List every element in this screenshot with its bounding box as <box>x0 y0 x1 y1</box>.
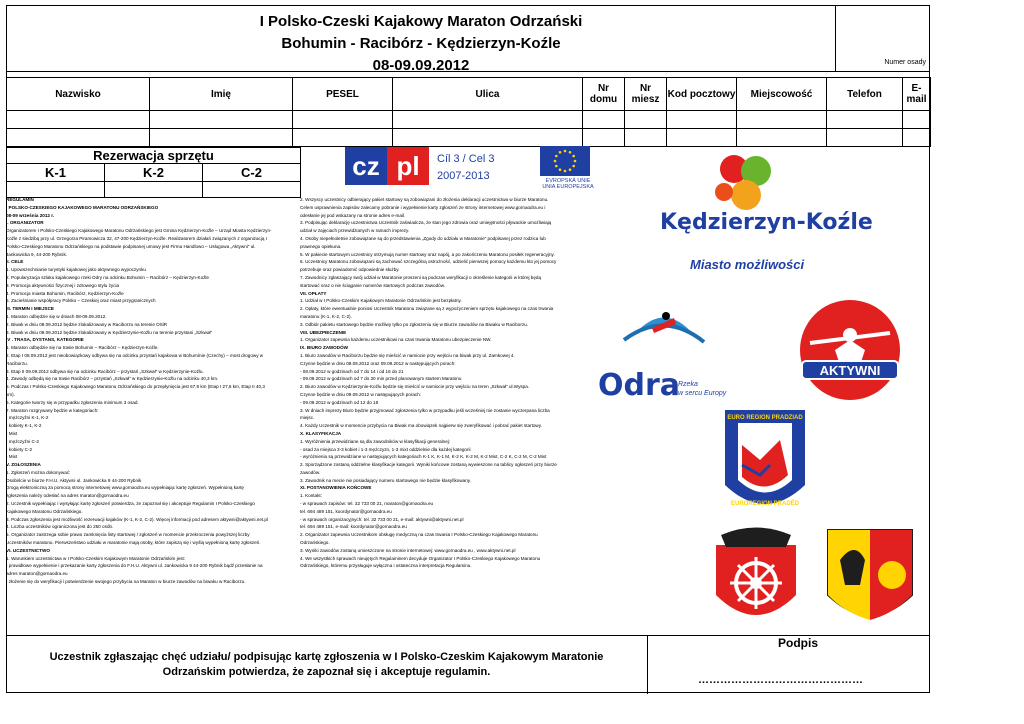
euroregion-top-text: EURO REGION PRADZIAD <box>727 415 803 421</box>
regulamin-line: 7. Maraton rozgrywany będzie w kategoriach: <box>6 407 99 413</box>
eu-text-line1: EVROPSKÁ UNIE <box>545 178 591 184</box>
regulamin-line: 2. Sporządzone zostaną oddzielne klasyfikacje kategorii. Wyniki końcowe zostaną wywieszone na tablicy ogłoszeń przy biurze <box>300 462 557 468</box>
table-cell[interactable] <box>7 129 150 147</box>
regulamin-line: 1. Maraton odbędzie się na trasie Bohumin – Racibórz – Kędzierzyn-Koźle. <box>6 345 159 351</box>
regulamin-line: Celem usprawnienia zapisów zalecamy pobranie i wypełnienie karty zgłoszeń ze strony internetowej www.gornaodra.eu i <box>300 204 546 210</box>
euroregion-bottom-text: EUROREGION PRADĚD <box>730 501 800 507</box>
regulamin-line: km). <box>6 391 15 397</box>
regulamin-line: Uczestników maratonu. Pierwszeństwo udziału w maratonie mają osoby, które zapiszą się i wyślą wypełnioną kartę zgłoszeń. <box>6 540 261 546</box>
table-cell[interactable] <box>293 129 393 147</box>
regulamin-line: 3. Podczas zgłoszenia jest możliwość rezerwacji kajaków (K-1, K-2, C-2). Więcej informacji pod adresem aktywni@aktywni.net.pl <box>6 516 269 522</box>
col-kod-pocztowy: Kod pocztowy <box>667 78 737 111</box>
regulamin-line: 3. Odbiór pakietu startowego będzie możliwy tylko po zgłoszeniu się w Biurze zawodów na Biwaku w Raciborzu. <box>300 321 529 327</box>
statement-line2: Odrzańskim potwierdza, że zapoznał się i akceptuje regulamin. <box>162 666 491 678</box>
regulamin-line: miejsc. <box>300 415 315 421</box>
regulamin-line: - kobiety C-2 <box>6 446 33 452</box>
regulamin-line: 4. Liczba uczestników ograniczona jest do 250 osób. <box>6 524 114 530</box>
regulamin-line: 2. Biwak w dniu 08.09.2012 będzie zlokalizowany w Raciborzu na terenie OSiR <box>6 321 168 327</box>
regulamin-line: Odrzańskiego, któremu przysługuje wyłączna i ostateczna interpretacja Regulaminu. <box>300 563 472 569</box>
table-cell[interactable] <box>7 111 150 129</box>
footer <box>6 635 930 693</box>
col-ulica: Ulica <box>393 78 583 111</box>
table-cell[interactable] <box>150 129 293 147</box>
svg-text:pl: pl <box>396 151 420 181</box>
regulamin-line: - 09.09.2012 w godzinach od 7 do 30 min przed planowanym startem Maratonu <box>300 376 462 382</box>
table-cell[interactable] <box>150 111 293 129</box>
regulamin-line: 2. Biuro zawodów w Kędzierzynie-Koźlu będzie się mieścić w namiocie przy wejściu na teren „Szkwał" ul.Wyspa. <box>300 384 530 390</box>
table-cell[interactable] <box>625 129 667 147</box>
regulamin-line: potrzebuje oraz powiadomić odpowiednie służby. <box>300 267 400 273</box>
reservation-k1-label: K-1 <box>7 164 105 182</box>
col-email: E-mail <box>903 78 931 111</box>
regulamin-line: Jankowicka 9, 44-200 Rybnik. <box>6 251 68 257</box>
regulamin-line: I POLSKO-CZESKIEGO KAJAKOWEGO MARATONU ODRZAŃSKIEGO <box>6 204 159 210</box>
regulamin-line: - w sprawach organizacyjnych: tel. 32 733 00 21, e-mail: aktywni@aktywni.net.pl <box>300 516 464 522</box>
regulamin-line: 3. Zawodnik na mecie nie posiadający numeru startowego nie będzie klasyfikowany. <box>300 477 471 483</box>
regulamin-line: XI. POSTANOWIENIA KOŃCOWE <box>300 485 372 491</box>
regulamin-line: X. KLASYFIKACJA <box>300 430 342 436</box>
table-cell[interactable] <box>293 111 393 129</box>
title-event: I Polsko-Czeski Kajakowy Maraton Odrzański <box>259 13 583 30</box>
table-cell[interactable] <box>393 129 583 147</box>
regulamin-line: Osobiście w biurze F.H.U. Aktywni ul. Jankowicka 9 44-200 Rybnik <box>6 477 142 483</box>
regulamin-line: 1. Maraton odbędzie się w dniach 08-09.09.2012. <box>6 313 107 319</box>
eu-logo <box>540 146 592 196</box>
odra-sub2: w sercu Europy <box>678 390 727 397</box>
regulamin-line: - 09.09.2012 w godzinach od 12 do 18 <box>300 399 379 405</box>
regulamin-line: 2. Opłaty, które ewentualnie poniosi Uczestnik Maratonu związane są z wypożyczeniem sprzętu kajakowego na czas trwania <box>300 306 554 312</box>
regulamin-line: V. ZGŁOSZENIA <box>6 462 41 468</box>
odra-sub1: Rzeka <box>678 381 698 388</box>
regulamin-line: 3. W dniach imprezy Biuro będzie przyjmować zgłoszenia tylko w przypadku jeśli wcześniej nie zostanie wyczerpana liczba <box>300 407 550 413</box>
regulamin-line: - wyróżnienia są przewidziane w następujących kategoriach K-1 K, K-1 M, K-2 K, K-2 M, K-2 Mixt, C-2 K, C-2 M, C-2 Mixt <box>300 454 547 460</box>
regulamin-line: maratonu (K-1, K-2, C-2). <box>300 313 352 319</box>
col-imie: Imię <box>150 78 293 111</box>
regulamin-line: Organizatorem I Polsko-Czeskiego Kajakowego Maratonu Odrzańskiego jest Gmina Kędzierzyn-Koźle – Urząd Miasta Kędzierzyn- <box>6 228 272 234</box>
regulamin-line: IV . TRASA, DYSTANS, KATEGORIE <box>6 337 84 343</box>
regulamin-line: 1. Warunkiem uczestnictwa w I Polsko-Czeskim Kajakowym Maratonie Odrzańskim jest: <box>6 555 186 561</box>
col-pesel: PESEL <box>293 78 393 111</box>
kk-name-text: Kędzierzyn-Koźle <box>660 210 873 235</box>
regulamin-line: - mężczyźni C-2 <box>6 438 39 444</box>
regulamin-line: Koźle z siedzibą przy ul. Grzegorza Piramowicza 32, 47-200 Kędzierzyn-Koźle. Realizatorem działań związanych z organizacją I <box>6 235 267 241</box>
czpl-cel3-logo <box>345 147 510 185</box>
table-cell[interactable] <box>667 129 737 147</box>
eu-flag-icon <box>540 146 590 176</box>
table-header-row <box>7 78 931 111</box>
registration-table <box>6 77 931 147</box>
regulamin-line: 1. Biuro zawodów w Raciborzu będzie się mieścić w namiocie przy wejściu na biwak przy ul. Zamkowej 4. <box>300 352 515 358</box>
regulamin-line: - w sprawach zapisów: tel. 32 733 00 21, maraton@gornaodra.eu <box>300 501 434 507</box>
table-cell[interactable] <box>583 129 625 147</box>
col-miejscowosc: Miejscowość <box>737 78 827 111</box>
regulamin-line: 3. Promocja aktywności fizycznej i zdrowego stylu życia <box>6 282 120 288</box>
col-nazwisko: Nazwisko <box>7 78 150 111</box>
regulamin-line: 08-09 września 2012 r. <box>6 212 55 218</box>
numer-osady-box[interactable] <box>836 5 930 72</box>
regulamin-line: Drogą elektroniczną za pomocą strony internetowej www.gornaodra.eu wypełniając kartę zgłoszeń. Wypełnioną kartę <box>6 485 244 491</box>
table-row[interactable] <box>7 111 931 129</box>
regulamin-line: prawnego opiekuna. <box>300 243 342 249</box>
col-nr-domu: Nr domu <box>583 78 625 111</box>
regulamin-line: IX. BIURO ZAWODÓW <box>300 345 348 351</box>
regulamin-line: 1. Zgłoszeń można dokonywać: <box>6 469 71 475</box>
table-cell[interactable] <box>903 129 931 147</box>
regulamin-line: II. CELE <box>6 259 24 265</box>
aktywni-text: AKTYWNI <box>819 363 881 378</box>
eagle-sun-crest-logo <box>820 525 920 635</box>
regulamin-col1 <box>6 196 296 606</box>
regulamin-line: - Mixt <box>6 454 18 460</box>
regulamin-line: 4. We wszystkich sprawach nieujętych Regulaminem decyduje Organizator I Polsko-Czeskiego Kajakowego Maratonu <box>300 555 541 561</box>
title-date: 08-09.09.2012 <box>372 57 470 74</box>
regulamin-line: 3. Wyniki zawodów zostaną umieszczone na stronie internetowej: www.gornaodra.eu , www.aktywni.net.pl <box>300 547 516 553</box>
odra-logo <box>594 300 734 410</box>
signature-label: Podpis <box>778 636 819 650</box>
regulamin-line: 1. Udział w I Polsko-Czeskim Kajakowym Maratonie Odrzańskim jest bezpłatny. <box>300 298 462 304</box>
regulamin-line: 1. Wyróżnienia przewidziane są dla zawodników w klasyfikacji generalnej: <box>300 438 451 444</box>
regulamin-line: VI. UCZESTNICTWO <box>6 547 50 553</box>
header <box>6 5 930 72</box>
regulamin-line: 4. Każdy Uczestnik w momencie przybycia na Biwak ma obowiązek najpierw się zweryfikować i pobrać pakiet startowy. <box>300 423 542 429</box>
aktywni-logo <box>790 295 910 410</box>
regulamin-line: 1. Upowszechnianie turystyki kajakowej jako aktywnego wypoczynku <box>6 267 146 273</box>
regulamin-line: zgłoszenia należy odesłać na adres maraton@gornaodra.eu <box>6 493 129 499</box>
regulamin-line: odesłanie jej pod wskazany na stronie adres e-mail. <box>300 212 406 218</box>
regulamin-line: REGULAMIN <box>6 197 34 202</box>
regulamin-line: 4. Zawody odbędą się na trasie Racibórz – przystań „Szkwał" w Kędzierzynie-Koźlu na odcinku 40,3 km. <box>6 376 219 382</box>
regulamin-line: 2. Organizator zapewnia Uczestnikom obsługę medyczną na czas trwania I Polsko-Czeskiego Kajakowego Maratonu <box>300 532 538 538</box>
svg-text:cz: cz <box>352 151 380 181</box>
regulamin-line: Raciborzu. <box>6 360 28 366</box>
regulamin-line: 4. Promocja miasta Bohumin, Racibórz, Kędzierzyn-Koźle <box>6 290 124 296</box>
regulamin-line: 3. Podpisując deklarację uczestnictwa Uczestnik zaświadcza, że stan jego zdrowia oraz umiejętności pływackie umożliwiają <box>300 220 552 226</box>
regulamin-line: 3. Biwak w dniu 09.09.2012 będzie zlokalizowany w Kędzierzynie-Koźlu na terenie przystani „Szkwał" <box>6 329 213 335</box>
regulamin-line: 4. Osoby niepełnoletnie zobowiązane są do przedstawienia „Zgody do udziału w Maratonie" podpisanej przez rodzica lub <box>300 235 546 241</box>
euroregion-praded-logo <box>720 405 810 525</box>
regulamin-col2 <box>300 196 590 606</box>
numer-osady-label: Numer osady <box>884 59 926 66</box>
regulamin-line: 1. Kontakt: <box>300 493 322 499</box>
col-nr-miesz: Nr miesz <box>625 78 667 111</box>
regulamin-line: tel. 694 489 151, e-mail: koordynator@gornaodra.eu <box>300 524 407 530</box>
table-cell[interactable] <box>827 129 903 147</box>
table-cell[interactable] <box>737 129 827 147</box>
regulamin-line: I. ORGANIZATOR <box>6 220 44 226</box>
table-cell[interactable] <box>903 111 931 129</box>
kk-sub-text: Miasto możliwości <box>690 257 805 272</box>
regulamin-line: 1. Organizator zapewnia każdemu uczestnikowi na czas trwania Maratonu ubezpieczenie NW. <box>300 337 492 343</box>
regulamin-line: - 08.09.2012 w godzinach od 7 do 14 i od 16 do 21 <box>300 368 404 374</box>
regulamin-line: VII. OPŁATY <box>300 290 327 296</box>
regulamin-line: - mężczyźni K-1, K-2 <box>6 415 49 421</box>
regulamin-line: Polsko-Czeskiego Maratonu Odrzańskiego na podstawie podpisanej umowy jest Firma Handlowo – Usługowa „Aktywni" ul. <box>6 243 256 249</box>
regulamin-line: 5. Organizator zastrzega sobie prawo zamknięcia listy startowej / zgłoszeń w momencie przekroczenia powyższej liczby <box>6 532 250 538</box>
regulamin-line: 3. Etap II 09.09.2012 odbywa się na odcinku Racibórz – przystań „Szkwał" w Kędzierzynie-Koźlu. <box>6 368 204 374</box>
regulamin-line: - prawidłowe wypełnienie i przekazanie karty zgłoszenia do F.H.U. Aktywni ul. Jankowicka 9 44-200 Rybnik bądź przesłanie na <box>6 563 263 569</box>
table-cell[interactable] <box>667 111 737 129</box>
regulamin-line: udział w zajęciach przewidzianych w ramach imprezy. <box>300 228 410 234</box>
odra-text: Odra <box>598 368 681 403</box>
regulamin-line: Czynne będzie w dniu 08.09.2012 oraz 09.09.2012 w następujących porach: <box>300 360 456 366</box>
header-titles <box>6 5 836 72</box>
table-cell[interactable] <box>737 111 827 129</box>
statement-line1: Uczestnik zgłaszając chęć udziału/ podpisując kartę zgłoszenia w I Polsko-Czeskim Kajakowym Maratonie <box>49 651 604 663</box>
regulamin-line: VIII. UBEZPIECZENIE <box>300 329 347 335</box>
acceptance-statement <box>6 636 648 694</box>
regulamin-line: 5. Podczas I Polsko-Czeskiego Kajakowego Maratonu Odrzańskiego do przepłynięcia jest 67,9 km (Etap I 27,6 km, Etap II 40,3 <box>6 384 265 390</box>
regulamin-line: 6. Kategorie tworzy się w przypadku zgłoszenia minimum 3 osad. <box>6 399 139 405</box>
regulamin-line: zawodów. <box>300 469 321 475</box>
regulamin-line: 5. Zacieśnianie współpracy Polsko – Czeskiej oraz miast przygranicznych <box>6 298 156 304</box>
ship-wheel-crest-logo <box>706 525 806 635</box>
title-route: Bohumin - Racibórz - Kędzierzyn-Koźle <box>281 35 561 52</box>
regulamin-line: - Mixt <box>6 430 18 436</box>
cil-cel-text: Cíl 3 / Cel 3 <box>437 153 495 165</box>
reservation-k2-label: K-2 <box>105 164 203 182</box>
regulamin-line: Odrzańskiego. <box>300 540 330 546</box>
regulamin-line: 2. Wszyscy uczestnicy odbierający pakiet startowy są zobowiązani do złożenia deklaracji uczestnictwa w biurze Maratonu. <box>300 197 549 202</box>
table-cell[interactable] <box>583 111 625 129</box>
regulamin-line: - kobiety K-1, K-2 <box>6 423 42 429</box>
eu-text <box>540 178 596 190</box>
regulamin-line: 7. Zawodnicy zgłaszający swój udział w Maratonie proszeni są podczas weryfikacji o określenie kategorii w której będą <box>300 274 542 280</box>
regulamin-line: Kajakowego Maratonu Odrzańskiego. <box>6 508 83 514</box>
regulamin-line: 6. Uczestnicy Maratonu zobowiązani są zachować szczególną ostrożność, udzielić pierwszej pomocy każdemu kto jej pomocy <box>300 259 557 265</box>
regulamin-line: - osad za miejsca 3-3 kobiet i 1-3 mężczyzn, 1-3 mixt oddzielnie dla każdej kategorii <box>300 446 471 452</box>
regulamin-line: 2. Uczestnik wypełniając i wysyłając kartę zgłoszeń potwierdza, że zapoznał się i akceptuje Regulamin I Polsko-Czeskiego <box>6 501 255 507</box>
regulamin-line: 2. Popularyzacja szlaku kajakowego rzeki Odry na odcinku Bohumin – Racibórz – Kędzierzyn-Koźle <box>6 274 209 280</box>
signature-box[interactable] <box>648 636 930 694</box>
regulamin-line: - złożenie się do weryfikacji i potwierdzenie swojego przybycia na Maraton w biurze zawodów na biwaku w Raciborzu. <box>6 579 246 585</box>
regulamin-line: Czynne będzie w dniu 09.09.2012 w następujących porach: <box>300 391 422 397</box>
reservation-c2-label: C-2 <box>203 164 301 182</box>
regulamin-line: tel. 694 489 151, koordynator@gornaodra.eu <box>300 508 392 514</box>
regulamin-line: 2. Etap I 08.09.2012 jest nieobowiązkowy odbywa się na odcinku przystań kajakowa w Bohumínie (Czechy) – most drogowy w <box>6 352 264 358</box>
table-cell[interactable] <box>827 111 903 129</box>
eu-text-line2: UNIA EUROPEJSKA <box>542 184 594 190</box>
regulamin-line: III. TERMIN I MIEJSCE <box>6 306 54 312</box>
table-cell[interactable] <box>393 111 583 129</box>
reservation-title: Rezerwacja sprzętu <box>7 148 301 164</box>
table-row[interactable] <box>7 129 931 147</box>
col-telefon: Telefon <box>827 78 903 111</box>
regulamin-line: 5. W pakiecie startowym uczestnicy otrzymują numer startowy oraz napój, a po zakończeniu Maratonu posiłek regeneracyjny. <box>300 251 555 257</box>
years-text: 2007-2013 <box>437 170 490 182</box>
reservation-table <box>6 147 301 198</box>
signature-line[interactable]: ……………………………………… <box>698 674 863 686</box>
regulamin-line: adres maraton@gornaodra.eu <box>6 571 68 577</box>
table-cell[interactable] <box>625 111 667 129</box>
regulamin-line: startować oraz o nie ściąganie numerów startowych podczas zawodów. <box>300 282 446 288</box>
